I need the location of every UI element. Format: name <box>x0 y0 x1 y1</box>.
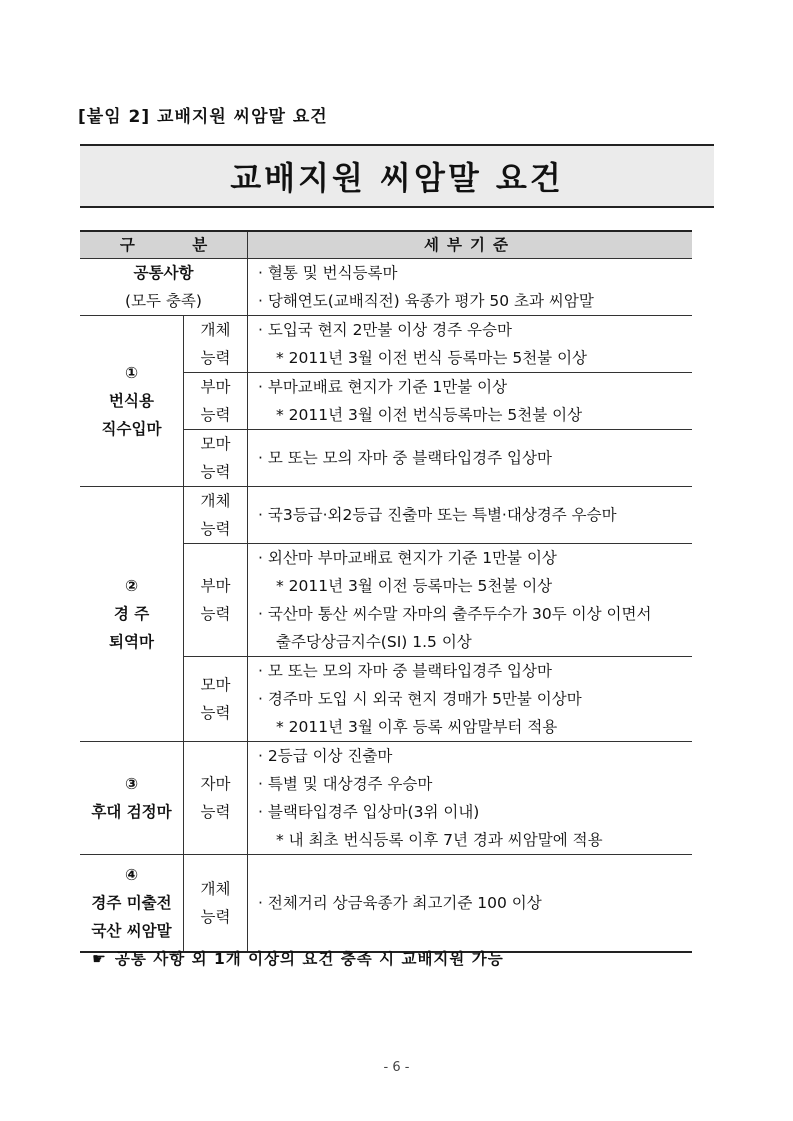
group1-label: 번식용 <box>109 392 154 410</box>
subcategory-cell <box>184 430 248 487</box>
criteria-line: · 도입국 현지 2만불 이상 경주 우승마 <box>258 321 512 339</box>
header-criteria: 세부기준 <box>248 231 693 259</box>
criteria-line-continued: 출주당상금지수(SI) 1.5 이상 <box>276 633 472 651</box>
table-row-common <box>80 259 692 316</box>
subcategory-cell <box>184 657 248 742</box>
criteria-cell <box>248 742 693 855</box>
subcategory-label: 능력 <box>200 406 231 424</box>
criteria-note: * 2011년 3월 이후 등록 씨암말부터 적용 <box>276 718 558 736</box>
group3-number: ③ <box>124 775 139 793</box>
document-title: 교배지원 씨암말 요건 <box>230 159 564 197</box>
subcategory-label: 능력 <box>200 520 231 538</box>
criteria-line: · 특별 및 대상경주 우승마 <box>258 775 433 793</box>
table-header-row <box>80 231 692 259</box>
criteria-line: · 전체거리 상금육종가 최고기준 100 이상 <box>258 894 542 912</box>
subcategory-label: 부마 <box>200 577 231 595</box>
criteria-note: * 내 최초 번식등록 이후 7년 경과 씨암말에 적용 <box>276 831 603 849</box>
group1-label-cell <box>80 316 184 487</box>
criteria-line: · 경주마 도입 시 외국 현지 경매가 5만불 이상마 <box>258 690 582 708</box>
subcategory-label: 능력 <box>200 803 231 821</box>
footnote-text: 공통 사항 외 1개 이상의 요건 충족 시 교배지원 가능 <box>114 950 504 968</box>
criteria-cell <box>248 487 693 544</box>
subcategory-label: 능력 <box>200 605 231 623</box>
group1-number: ① <box>124 364 139 382</box>
criteria-line: · 당해연도(교배직전) 육종가 평가 50 초과 씨암말 <box>258 292 594 310</box>
subcategory-label: 능력 <box>200 349 231 367</box>
table-row-g1-individual <box>80 316 692 373</box>
criteria-line: · 국산마 통산 씨수말 자마의 출주두수가 30두 이상 이면서 <box>258 605 652 623</box>
subcategory-label: 개체 <box>200 321 231 339</box>
criteria-cell <box>248 430 693 487</box>
criteria-line: · 블랙타입경주 입상마(3위 이내) <box>258 803 480 821</box>
subcategory-cell <box>184 487 248 544</box>
group3-label-cell <box>80 742 184 855</box>
requirements-table <box>80 230 692 953</box>
common-label-cell <box>80 259 248 316</box>
attachment-heading: [붙임 2] 교배지원 씨암말 요건 <box>78 107 328 127</box>
subcategory-label: 능력 <box>200 704 231 722</box>
subcategory-label: 모마 <box>200 435 231 453</box>
document-title-box <box>80 144 714 208</box>
criteria-cell <box>248 855 693 953</box>
subcategory-label: 자마 <box>200 775 231 793</box>
subcategory-cell <box>184 544 248 657</box>
group2-number: ② <box>124 577 139 595</box>
criteria-line: · 모 또는 모의 자마 중 블랙타입경주 입상마 <box>258 449 552 467</box>
criteria-note: * 2011년 3월 이전 등록마는 5천불 이상 <box>276 577 553 595</box>
group2-label-cell <box>80 487 184 742</box>
criteria-line: · 부마교배료 현지가 기준 1만불 이상 <box>258 378 508 396</box>
criteria-cell <box>248 373 693 430</box>
subcategory-label: 부마 <box>200 378 231 396</box>
subcategory-label: 능력 <box>200 463 231 481</box>
subcategory-label: 개체 <box>200 492 231 510</box>
group2-label: 경 주 <box>113 605 150 623</box>
table-row-g2-individual <box>80 487 692 544</box>
criteria-line: · 2등급 이상 진출마 <box>258 747 393 765</box>
criteria-line: · 국3등급·외2등급 진출마 또는 특별·대상경주 우승마 <box>258 506 617 524</box>
subcategory-label: 개체 <box>200 880 231 898</box>
subcategory-label: 모마 <box>200 676 231 694</box>
group3-label: 후대 검정마 <box>91 803 172 821</box>
subcategory-cell <box>184 742 248 855</box>
pointing-hand-icon: ☛ <box>92 950 107 968</box>
common-sublabel: (모두 충족) <box>125 292 202 310</box>
common-criteria-cell <box>248 259 693 316</box>
header-category: 구 분 <box>80 231 248 259</box>
footnote <box>92 947 504 969</box>
criteria-note: * 2011년 3월 이전 번식등록마는 5천불 이상 <box>276 406 583 424</box>
criteria-line: · 혈통 및 번식등록마 <box>258 264 398 282</box>
group4-label: 경주 미출전 <box>91 894 172 912</box>
group4-label: 국산 씨암말 <box>91 922 172 940</box>
criteria-cell <box>248 316 693 373</box>
page-number: - 6 - <box>383 1060 410 1075</box>
group2-label: 퇴역마 <box>109 633 154 651</box>
subcategory-cell <box>184 316 248 373</box>
group1-label: 직수입마 <box>101 420 162 438</box>
table-row-g4 <box>80 855 692 953</box>
criteria-note: * 2011년 3월 이전 번식 등록마는 5천불 이상 <box>276 349 588 367</box>
common-label: 공통사항 <box>133 264 194 282</box>
group4-number: ④ <box>124 866 139 884</box>
criteria-line: · 외산마 부마교배료 현지가 기준 1만불 이상 <box>258 549 557 567</box>
table-row-g3 <box>80 742 692 855</box>
subcategory-label: 능력 <box>200 908 231 926</box>
criteria-cell <box>248 544 693 657</box>
subcategory-cell <box>184 373 248 430</box>
subcategory-cell <box>184 855 248 953</box>
group4-label-cell <box>80 855 184 953</box>
criteria-cell <box>248 657 693 742</box>
criteria-line: · 모 또는 모의 자마 중 블랙타입경주 입상마 <box>258 662 552 680</box>
